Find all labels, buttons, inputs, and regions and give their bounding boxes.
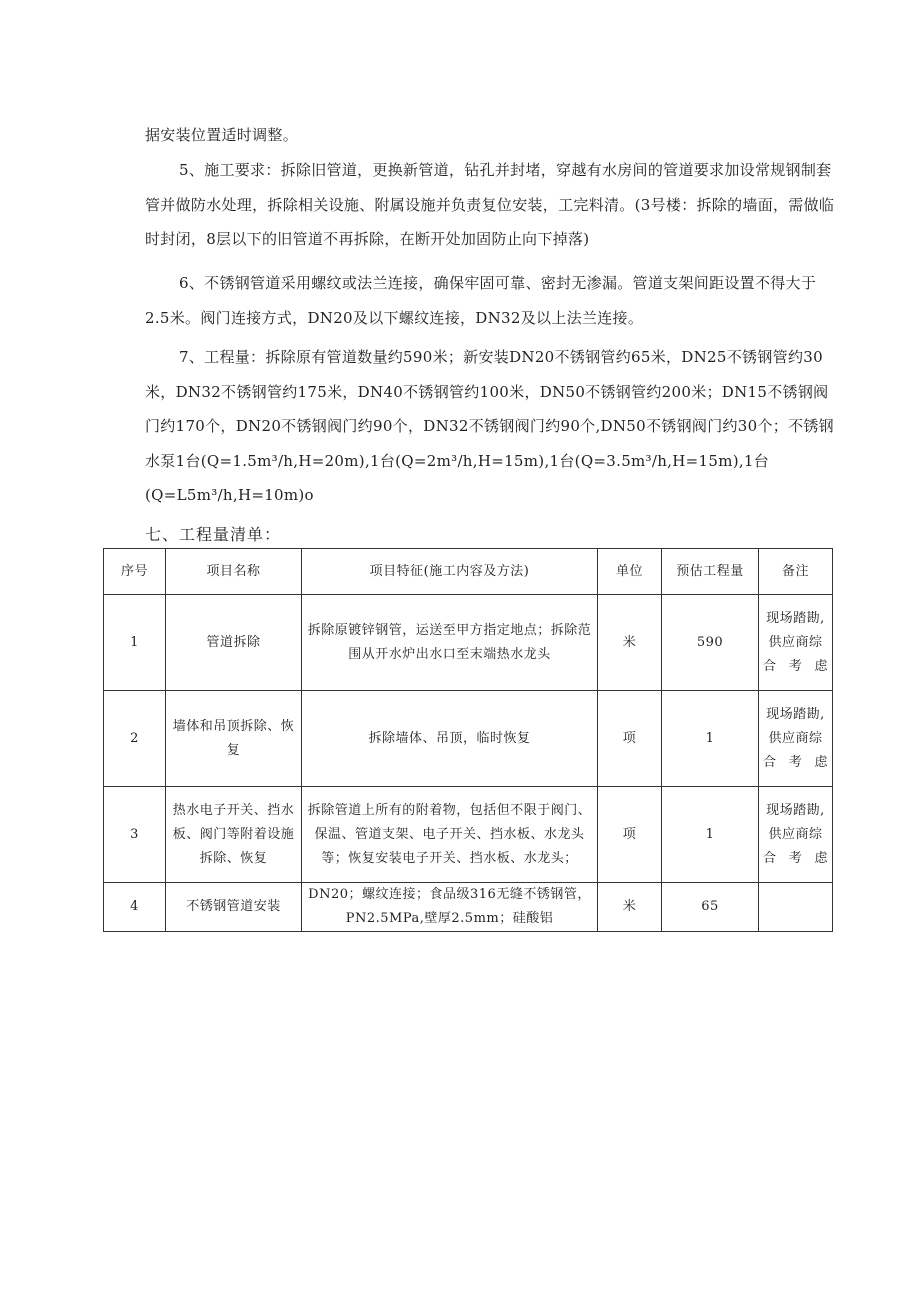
header-unit: 单位 (598, 549, 662, 595)
header-no: 序号 (104, 549, 166, 595)
cell-name: 热水电子开关、挡水板、阀门等附着设施拆除、恢复 (166, 787, 302, 883)
cell-remark (759, 883, 833, 932)
cell-unit: 项 (598, 691, 662, 787)
header-qty: 预估工程量 (662, 549, 759, 595)
table-row (104, 787, 833, 883)
cell-remark: 现场踏勘,供应商综合考虑 (759, 595, 833, 691)
cell-no: 1 (104, 595, 166, 691)
paragraph-item-6: 6、不锈钢管道采用螺纹或法兰连接，确保牢固可靠、密封无渗漏。管道支架间距设置不得大于2.5米。阀门连接方式，DN20及以下螺纹连接，DN32及以上法兰连接。 (145, 274, 817, 327)
table-row (104, 691, 833, 787)
cell-remark: 现场踏勘,供应商综合考虑 (759, 787, 833, 883)
cell-feature: 拆除管道上所有的附着物，包括但不限于阀门、保温、管道支架、电子开关、挡水板、水龙头等；恢复安装电子开关、挡水板、水龙头； (302, 787, 598, 883)
cell-name: 不锈钢管道安装 (166, 883, 302, 932)
cell-unit: 米 (598, 883, 662, 932)
cell-name: 管道拆除 (166, 595, 302, 691)
paragraph-item-7: 7、工程量：拆除原有管道数量约590米；新安装DN20不锈钢管约65米，DN25不锈钢管约30米，DN32不锈钢管约175米，DN40不锈钢管约100米，DN50不锈钢管约200米；DN15不锈钢阀门约170个，DN20不锈钢阀门约90个，DN32不锈钢阀门约90个,DN50不锈钢阀门约30个；不锈钢水泵1台(Q=1.5m³/h,H=20m),1台(Q=2m³/h,H=15m),1台(Q=3.5m³/h,H=15m),1台(Q=L5m³/h,H=10m)o (145, 348, 834, 504)
cell-feature: DN20；螺纹连接；食品级316无缝不锈钢管，PN2.5MPa,壁厚2.5mm；硅酸铝 (302, 883, 598, 932)
table-row (104, 595, 833, 691)
section-title: 七、工程量清单： (145, 525, 282, 544)
table-row (104, 883, 833, 932)
cell-qty: 65 (662, 883, 759, 932)
paragraph-item-5: 5、施工要求：拆除旧管道，更换新管道，钻孔并封堵，穿越有水房间的管道要求加设常规钢制套管并做防水处理，拆除相关设施、附属设施并负责复位安装，工完料清。(3号楼：拆除的墙面，需做临时封闭，8层以下的旧管道不再拆除，在断开处加固防止向下掉落) (145, 161, 835, 248)
cell-qty: 590 (662, 595, 759, 691)
cell-qty: 1 (662, 691, 759, 787)
cell-name: 墙体和吊顶拆除、恢复 (166, 691, 302, 787)
quantity-table (103, 548, 833, 932)
cell-unit: 米 (598, 595, 662, 691)
cell-no: 2 (104, 691, 166, 787)
paragraph-continuation: 据安装位置适时调整。 (145, 126, 299, 144)
cell-qty: 1 (662, 787, 759, 883)
header-feature: 项目特征(施工内容及方法) (302, 549, 598, 595)
header-remark: 备注 (759, 549, 833, 595)
cell-no: 3 (104, 787, 166, 883)
cell-unit: 项 (598, 787, 662, 883)
cell-feature: 拆除原镀锌钢管，运送至甲方指定地点；拆除范围从开水炉出水口至末端热水龙头 (302, 595, 598, 691)
header-name: 项目名称 (166, 549, 302, 595)
cell-no: 4 (104, 883, 166, 932)
cell-remark: 现场踏勘,供应商综合考虑 (759, 691, 833, 787)
cell-feature: 拆除墙体、吊顶，临时恢复 (302, 691, 598, 787)
table-header-row (104, 549, 833, 595)
